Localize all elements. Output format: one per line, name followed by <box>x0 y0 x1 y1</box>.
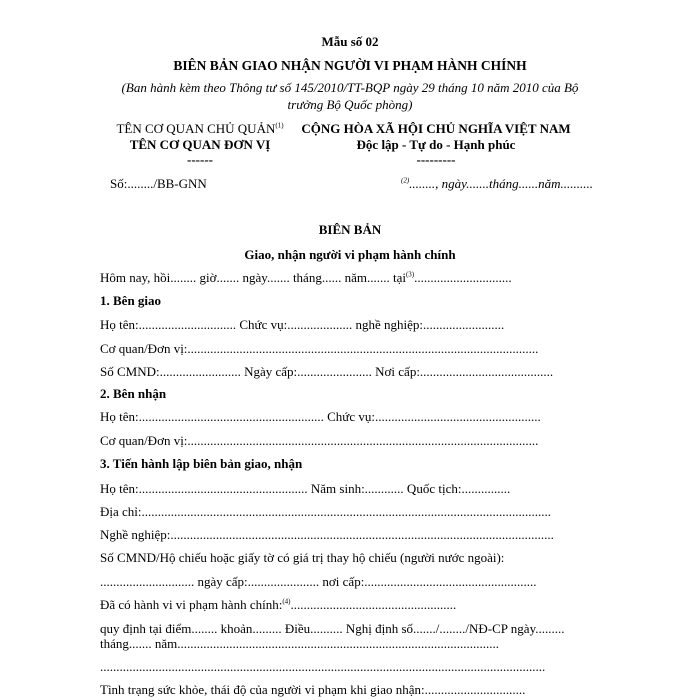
section-3-line-6 <box>100 597 456 613</box>
note-ref-4: (4) <box>282 597 291 606</box>
document-header-title: BIÊN BẢN GIAO NHẬN NGƯỜI VI PHẠM HÀNH CHÍNH <box>173 58 527 73</box>
place-date-text: ........, ngày.......tháng......năm.......... <box>409 176 593 191</box>
section-3-line-3: Nghề nghiệp:...................................................................................................................... <box>100 527 554 542</box>
left-divider: ------ <box>187 152 213 167</box>
violation-tail: ................................................... <box>290 597 457 612</box>
left-header-block <box>100 121 300 167</box>
section-2-line-1: Họ tên:......................................................... Chức vụ:................................................... <box>100 409 541 424</box>
place-date-line <box>401 176 593 192</box>
minutes-subtitle: Giao, nhận người vi phạm hành chính <box>244 247 456 262</box>
note-ref-3: (3) <box>405 270 415 279</box>
section-3-line-8: tháng....... năm................................................................................................... <box>100 636 500 651</box>
issuance-note-line2: trưởng Bộ Quốc phòng) <box>287 97 413 112</box>
issuance-note-line1: (Ban hành kèm theo Thông tư số 145/2010/TT-BQP ngày 29 tháng 10 năm 2010 của Bộ <box>121 80 579 95</box>
section-3-line-2: Địa chỉ:.............................................................................................................................. <box>100 504 552 519</box>
national-motto: Độc lập - Tự do - Hạnh phúc <box>356 137 516 152</box>
intro-text: Hôm nay, hồi........ giờ....... ngày....... tháng...... năm....... tại <box>100 270 406 285</box>
right-header-block <box>300 121 572 167</box>
section-1-line-2: Cơ quan/Đơn vị:............................................................................................................ <box>100 341 539 356</box>
unit-name: TÊN CƠ QUAN ĐƠN VỊ <box>129 137 271 152</box>
violation-label: Đã có hành vi vi phạm hành chính: <box>100 597 283 612</box>
section-1-line-1: Họ tên:.............................. Chức vụ:.................... nghề nghiệp:......................... <box>100 317 505 332</box>
national-title: CỘNG HÒA XÃ HỘI CHỦ NGHĨA VIỆT NAM <box>301 121 571 136</box>
section-2-line-2: Cơ quan/Đơn vị:............................................................................................................ <box>100 433 539 448</box>
section-3-line-7: quy định tại điểm........ khoản......... Điều.......... Nghị định số......./......../NĐ-CP ngày......... <box>100 621 565 636</box>
intro-line <box>100 270 512 286</box>
right-divider: --------- <box>416 152 456 167</box>
section-2-title: 2. Bên nhận <box>100 386 167 401</box>
section-3-line-9: ......................................................................................................................................... <box>100 659 546 674</box>
section-3-line-1: Họ tên:.................................................... Năm sinh:............ Quốc tịch:............... <box>100 481 511 496</box>
section-3-line-4: Số CMND/Hộ chiếu hoặc giấy tờ có giá trị thay hộ chiếu (người nước ngoài): <box>100 550 505 565</box>
section-3-title: 3. Tiến hành lập biên bản giao, nhận <box>100 456 303 471</box>
section-1-title: 1. Bên giao <box>100 293 162 308</box>
note-ref-1: (1) <box>275 121 284 130</box>
form-number: Mẫu số 02 <box>321 34 379 49</box>
parent-agency-name: TÊN CƠ QUAN CHỦ QUẢN <box>116 121 276 136</box>
intro-tail: .............................. <box>414 270 512 285</box>
minutes-title: BIÊN BẢN <box>318 222 382 237</box>
document-number: Số:......../BB-GNN <box>110 176 207 191</box>
section-3-line-5: ............................. ngày cấp:...................... nơi cấp:..................................................... <box>100 574 537 589</box>
section-1-line-3: Số CMND:......................... Ngày cấp:....................... Nơi cấp:......................................... <box>100 364 554 379</box>
section-3-line-10: Tình trạng sức khỏe, thái độ của người vi phạm khi giao nhận:............................... <box>100 682 526 697</box>
note-ref-2: (2) <box>401 176 410 185</box>
